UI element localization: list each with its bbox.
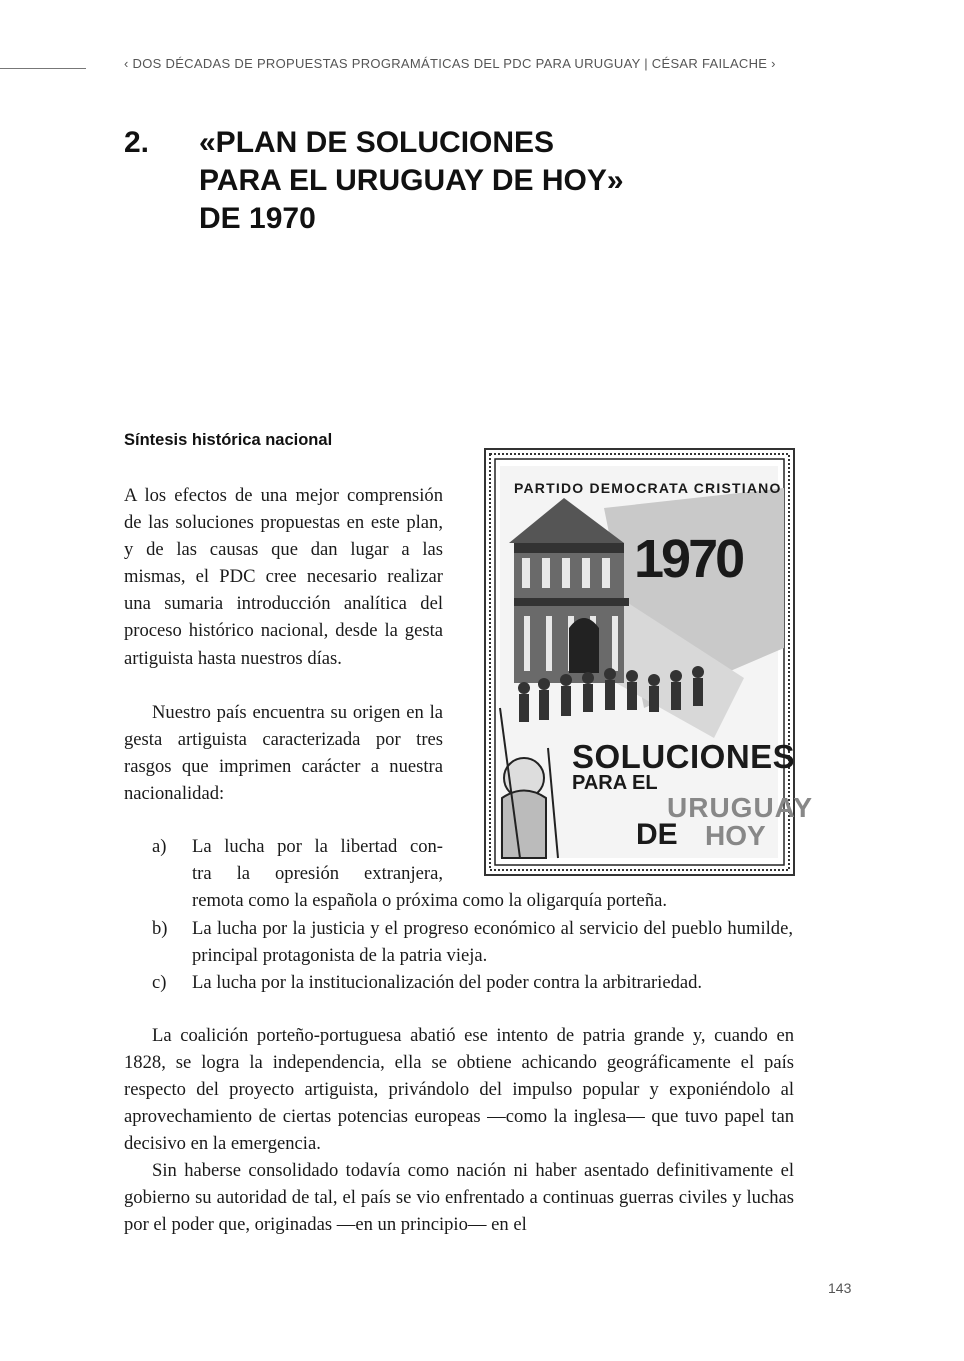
paragraph: La coalición porteño-portuguesa abatió ese intento de patria grande y, cuando en 1828, se logra la independencia, ella se obtiene achicando geográficamente el país respecto del proyecto artiguista, privándolo del impulso popular y exponiéndolo al aprovechamiento de ciertas potencias europeas —como la inglesa— que tuvo papel tan decisivo en la emergencia. <box>124 1025 794 1155</box>
list-marker: c) <box>152 972 167 993</box>
list-item-line: La lucha por la libertad con- <box>192 836 443 857</box>
poster-title-para-el: PARA EL <box>572 772 658 794</box>
poster-year: 1970 <box>634 529 743 589</box>
section-heading: Síntesis histórica nacional <box>124 431 333 449</box>
poster-title-de: DE <box>636 818 678 851</box>
list-item-text: La lucha por la institucionalización del poder contra la arbitrariedad. <box>192 972 703 993</box>
running-head: ‹ DOS DÉCADAS DE PROPUESTAS PROGRAMÁTICAS DEL PDC PARA URUGUAY | CÉSAR FAILACHE › <box>124 56 776 71</box>
paragraph: A los efectos de una mejor comprensión de las soluciones propuestas en este plan, y de las causas que dan lugar a las mismas, el PDC cree necesario realizar una sumaria introducción analítica del proceso histórico nacional, desde la gesta artiguista hasta nuestros días. <box>124 485 443 669</box>
chapter-title <box>199 124 624 238</box>
list-item-text: La lucha por la justicia y el progreso económico al servicio del pueblo humilde, principal protagonista de la patria vieja. <box>192 918 793 967</box>
list-marker: b) <box>152 918 168 939</box>
header-rule <box>0 68 86 69</box>
paragraph: Nuestro país encuentra su origen en la gesta artiguista caracterizada por tres rasgos que imprimen carácter a nuestra nacionalidad: <box>124 702 443 805</box>
poster-figure <box>484 448 813 876</box>
page-number: 143 <box>828 1280 852 1296</box>
poster-title-uruguay: URUGUAY <box>667 792 813 823</box>
poster-title-hoy: HOY <box>705 820 766 851</box>
chapter-number: 2. <box>124 126 150 159</box>
list-item-line: remota como la española o próxima como la oligarquía porteña. <box>192 890 668 912</box>
list-item-line: tra la opresión extranjera, <box>192 863 443 885</box>
paragraph: Sin haberse consolidado todavía como nación ni haber asentado definitivamente el gobierno su autoridad de tal, el país se vio enfrentado a continuas guerras civiles y luchas por el poder que, originadas —en un principio— en el <box>124 1160 794 1236</box>
chapter-title-line: «PLAN DE SOLUCIONES <box>199 126 555 159</box>
poster-party-name: PARTIDO DEMOCRATA CRISTIANO <box>514 480 782 496</box>
chapter-title-line: PARA EL URUGUAY DE HOY» <box>199 164 624 197</box>
poster-title-soluciones: SOLUCIONES <box>572 738 796 775</box>
list-marker: a) <box>152 836 167 857</box>
chapter-title-line: DE 1970 <box>199 202 316 235</box>
